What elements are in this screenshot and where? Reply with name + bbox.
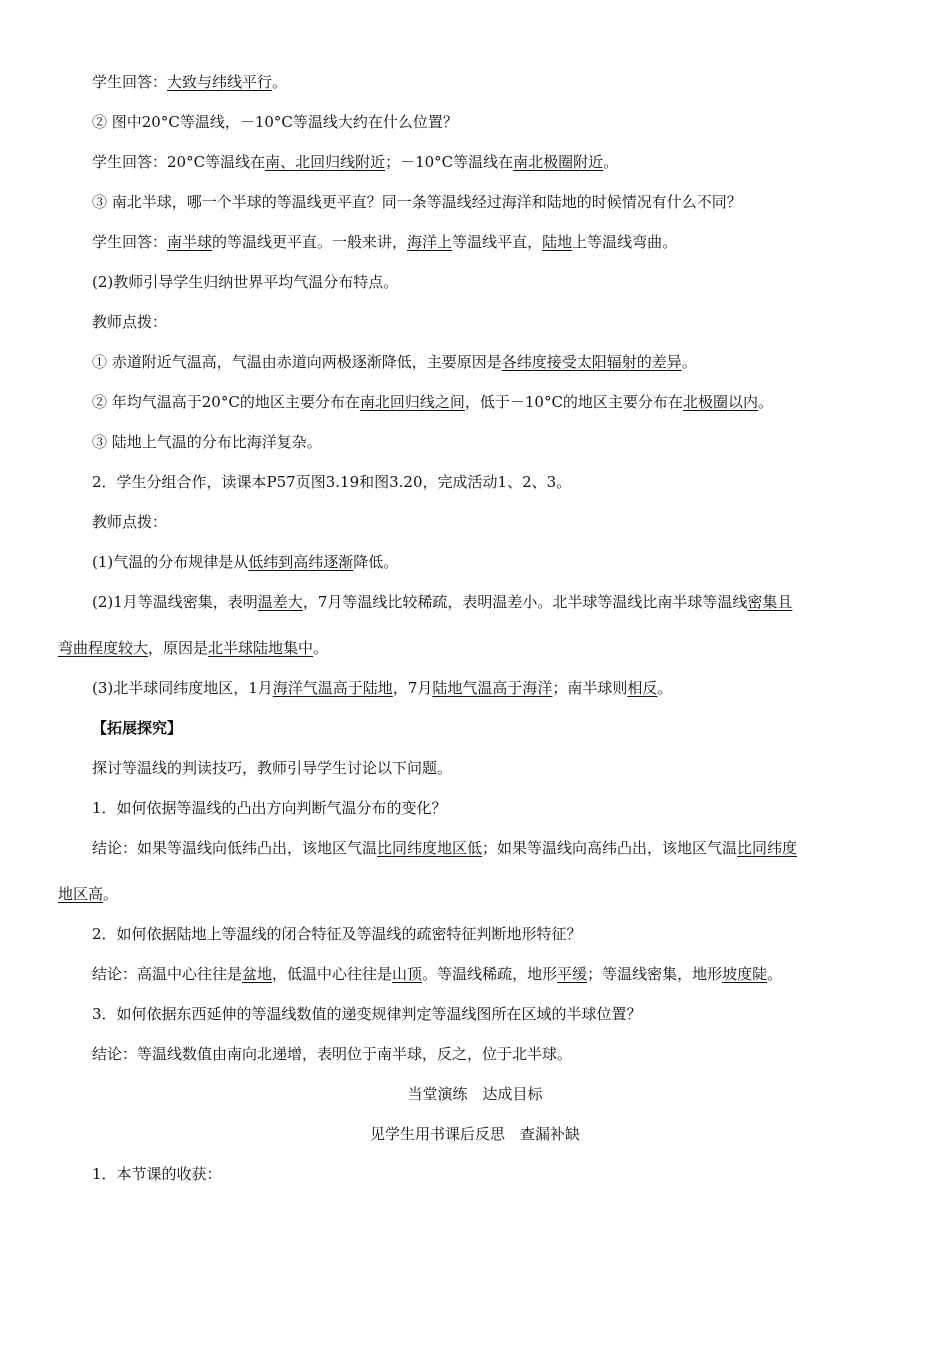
text: 1．本节课的收获： xyxy=(92,1165,222,1183)
text: 学生回答：20°C等温线在 xyxy=(92,153,266,171)
student-answer-3 xyxy=(92,232,677,252)
answer-blank: 弯曲程度较大 xyxy=(58,639,149,657)
text: 。 xyxy=(757,393,773,411)
answer-blank: 大致与纬线平行 xyxy=(167,73,273,91)
rule-3 xyxy=(92,678,672,698)
answer-blank: 南半球 xyxy=(167,233,213,251)
text: ；－10°C等温线在 xyxy=(385,153,514,171)
answer-blank: 各纬度接受太阳辐射的差异 xyxy=(501,353,682,371)
student-answer-2 xyxy=(92,152,618,172)
answer-blank: 温差大 xyxy=(257,593,303,611)
conclusion-3 xyxy=(92,1044,572,1064)
text: ；如果等温线向高纬凸出，该地区气温 xyxy=(482,839,738,857)
answer-blank: 南北极圈附近 xyxy=(513,153,604,171)
text: 。等温线稀疏，地形 xyxy=(422,965,558,983)
paragraph xyxy=(92,758,452,778)
explore-question-1 xyxy=(92,798,447,818)
text: ③ 南北半球，哪一个半球的等温线更平直？同一条等温线经过海洋和陆地的时候情况有什么不同？ xyxy=(92,193,742,211)
question-2 xyxy=(92,112,458,132)
text: 上等温线弯曲。 xyxy=(572,233,678,251)
text: 结论：高温中心往往是 xyxy=(92,965,243,983)
text: ；南半球则 xyxy=(552,679,628,697)
text: ，原因是 xyxy=(148,639,209,657)
teacher-note-heading xyxy=(92,512,167,532)
answer-blank: 北极圈以内 xyxy=(682,393,758,411)
section-heading xyxy=(92,718,182,738)
point-2 xyxy=(92,392,773,412)
text: ，低于－10°C的地区主要分布在 xyxy=(464,393,683,411)
student-answer-1 xyxy=(92,72,287,92)
answer-blank: 南北回归线之间 xyxy=(359,393,465,411)
answer-blank: 坡度陡 xyxy=(722,965,768,983)
rule-1 xyxy=(92,552,398,572)
text: 2．学生分组合作，读课本P57页图3.19和图3.20，完成活动1、2、3。 xyxy=(92,473,572,491)
answer-blank: 平缓 xyxy=(557,965,588,983)
text: 结论：等温线数值由南向北递增，表明位于南半球，反之，位于北半球。 xyxy=(92,1045,573,1063)
text: ① 赤道附近气温高，气温由赤道向两极逐渐降低，主要原因是 xyxy=(92,353,502,371)
text: 。 xyxy=(603,153,619,171)
text: 。 xyxy=(313,639,329,657)
text: 探讨等温线的判读技巧，教师引导学生讨论以下问题。 xyxy=(92,759,453,777)
answer-blank: 比同纬度 xyxy=(737,839,798,857)
text: 。 xyxy=(681,353,697,371)
conclusion-2 xyxy=(92,964,782,984)
answer-blank: 山顶 xyxy=(392,965,423,983)
text: 学生回答： xyxy=(92,73,168,91)
answer-blank: 比同纬度地区低 xyxy=(377,839,483,857)
text: 【拓展探究】 xyxy=(92,719,183,737)
text: 。 xyxy=(103,885,119,903)
answer-blank: 密集且 xyxy=(747,593,793,611)
text: 见学生用书课后反思 查漏补缺 xyxy=(369,1125,580,1143)
text: (2)1月等温线密集，表明 xyxy=(92,593,258,611)
text: ，7月等温线比较稀疏，表明温差小。北半球等温线比南半球等温线 xyxy=(302,593,748,611)
text: ，低温中心往往是 xyxy=(272,965,393,983)
text: 。 xyxy=(272,73,288,91)
text: 教师点拨： xyxy=(92,313,168,331)
text: ，7月 xyxy=(392,679,433,697)
text: (3)北半球同纬度地区，1月 xyxy=(92,679,273,697)
text: 当堂演练 达成目标 xyxy=(407,1085,543,1103)
answer-blank: 南、北回归线附近 xyxy=(265,153,386,171)
text: ③ 陆地上气温的分布比海洋复杂。 xyxy=(92,433,322,451)
question-3 xyxy=(92,192,742,212)
text: 降低。 xyxy=(353,553,399,571)
text: 。 xyxy=(767,965,783,983)
answer-blank: 低纬到高纬逐渐 xyxy=(248,553,354,571)
text: 等温线平直， xyxy=(452,233,543,251)
answer-blank: 陆地气温高于海洋 xyxy=(432,679,553,697)
conclusion-1-cont xyxy=(58,884,118,904)
answer-blank: 海洋气温高于陆地 xyxy=(272,679,393,697)
point-1 xyxy=(92,352,697,372)
reflection-item-1 xyxy=(92,1164,222,1184)
text: 的等温线更平直。一般来讲， xyxy=(212,233,408,251)
text: 学生回答： xyxy=(92,233,168,251)
text: 2．如何依据陆地上等温线的闭合特征及等温线的疏密特征判断地形特征？ xyxy=(92,925,582,943)
answer-blank: 海洋上 xyxy=(407,233,453,251)
answer-blank: 地区高 xyxy=(58,885,104,903)
text: ；等温线密集，地形 xyxy=(587,965,723,983)
section-subtitle xyxy=(0,1124,950,1144)
answer-blank: 相反 xyxy=(627,679,658,697)
text: ② 图中20°C等温线，－10°C等温线大约在什么位置？ xyxy=(92,113,458,131)
text: 3．如何依据东西延伸的等温线数值的递变规律判定等温线图所在区域的半球位置？ xyxy=(92,1005,642,1023)
answer-blank: 陆地 xyxy=(542,233,573,251)
answer-blank: 北半球陆地集中 xyxy=(208,639,314,657)
activity-2 xyxy=(92,472,571,492)
paragraph xyxy=(92,272,398,292)
text: (1)气温的分布规律是从 xyxy=(92,553,249,571)
text: 。 xyxy=(657,679,673,697)
explore-question-3 xyxy=(92,1004,642,1024)
rule-2 xyxy=(92,592,792,612)
conclusion-1 xyxy=(92,838,797,858)
answer-blank: 盆地 xyxy=(242,965,273,983)
section-title xyxy=(0,1084,950,1104)
explore-question-2 xyxy=(92,924,582,944)
teacher-note-heading xyxy=(92,312,167,332)
text: (2)教师引导学生归纳世界平均气温分布特点。 xyxy=(92,273,399,291)
text: 结论：如果等温线向低纬凸出，该地区气温 xyxy=(92,839,378,857)
point-3 xyxy=(92,432,322,452)
text: 1．如何依据等温线的凸出方向判断气温分布的变化？ xyxy=(92,799,447,817)
text: 教师点拨： xyxy=(92,513,168,531)
text: ② 年均气温高于20°C的地区主要分布在 xyxy=(92,393,360,411)
rule-2-cont xyxy=(58,638,328,658)
